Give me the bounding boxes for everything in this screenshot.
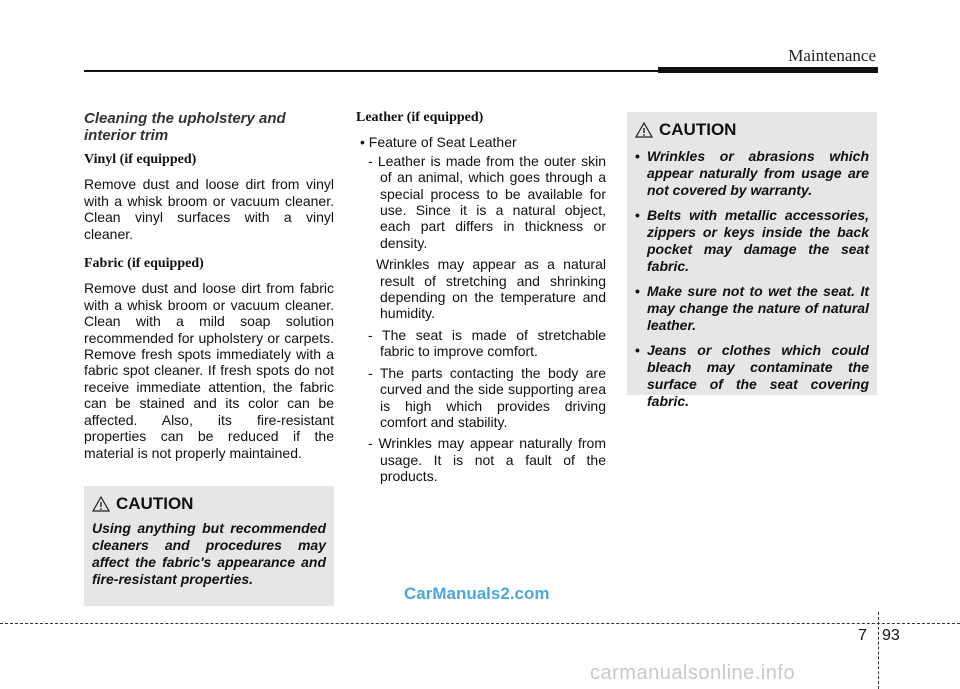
warning-triangle-icon	[635, 122, 653, 138]
leather-title: Leather (if equipped)	[356, 110, 484, 125]
caution-heading-label: CAUTION	[116, 494, 194, 513]
warning-triangle-icon	[92, 496, 110, 512]
leather-item: - Leather is made from the outer skin of an animal, which goes through a special process to be available for use. Since it is a natural object, each part differs in thickness or density.	[368, 152, 606, 251]
vinyl-title: Vinyl (if equipped)	[84, 152, 197, 167]
leather-item: - Wrinkles may appear naturally from usage. It is not a fault of the products.	[368, 435, 606, 485]
caution-heading-label: CAUTION	[659, 120, 737, 139]
header-title: Maintenance	[788, 46, 876, 65]
fabric-title: Fabric (if equipped)	[84, 256, 204, 272]
caution-box-fabric	[84, 486, 334, 606]
caution-item: • Make sure not to wet the seat. It may change the nature of natural leather.	[635, 283, 869, 334]
leather-item: - The seat is made of stretchable fabric to improve comfort.	[368, 326, 606, 360]
middle-column	[356, 110, 606, 490]
header-rule-thin	[84, 70, 658, 72]
watermark-link[interactable]: CarManuals2.com	[404, 584, 550, 603]
chapter-number: 7	[858, 627, 867, 644]
caution-heading	[92, 494, 326, 514]
leather-item: - The parts contacting the body are curved and the side supporting area is high which provides driving comfort and stability.	[368, 364, 606, 430]
footer-site-watermark: carmanualsonline.info	[590, 662, 796, 684]
fabric-text: Remove dust and loose dirt from fabric with a whisk broom or vacuum cleaner. Clean with a mild soap solution recommended for upholstery or carpets. Remove fresh spots immediately with a fabric spot cleaner. If fresh spots do not receive immediate attention, the fabric can be stained and its color can be affected. Also, its fire-resistant properties can be reduced if the material is not properly maintained.	[84, 280, 334, 461]
header-rule-thick	[658, 67, 878, 73]
vinyl-text: Remove dust and loose dirt from vinyl with a whisk broom or vacuum cleaner. Clean vinyl surfaces with a vinyl cleaner.	[84, 176, 334, 242]
caution-list	[635, 148, 869, 410]
section-title: Cleaning the upholstery and interior trim	[84, 110, 286, 144]
caution-text: Using anything but recommended cleaners and procedures may affect the fabric's appearance and fire-resistant properties.	[92, 520, 326, 587]
left-column	[84, 110, 334, 475]
leather-bullet: • Feature of Seat Leather	[360, 134, 517, 151]
footer-rule	[0, 623, 960, 624]
caution-item: • Belts with metallic accessories, zippers or keys inside the back pocket may damage the seat fabric.	[635, 207, 869, 275]
caution-item: • Jeans or clothes which could bleach may contaminate the surface of the seat covering fabric.	[635, 342, 869, 410]
caution-heading	[635, 120, 869, 140]
caution-box-leather	[627, 112, 877, 409]
page-number: 93	[882, 627, 900, 644]
footer-divider	[878, 612, 879, 689]
leather-item: Wrinkles may appear as a natural result of stretching and shrinking depending on the temperature and humidity.	[376, 256, 606, 322]
caution-item: • Wrinkles or abrasions which appear naturally from usage are not covered by warranty.	[635, 148, 869, 199]
